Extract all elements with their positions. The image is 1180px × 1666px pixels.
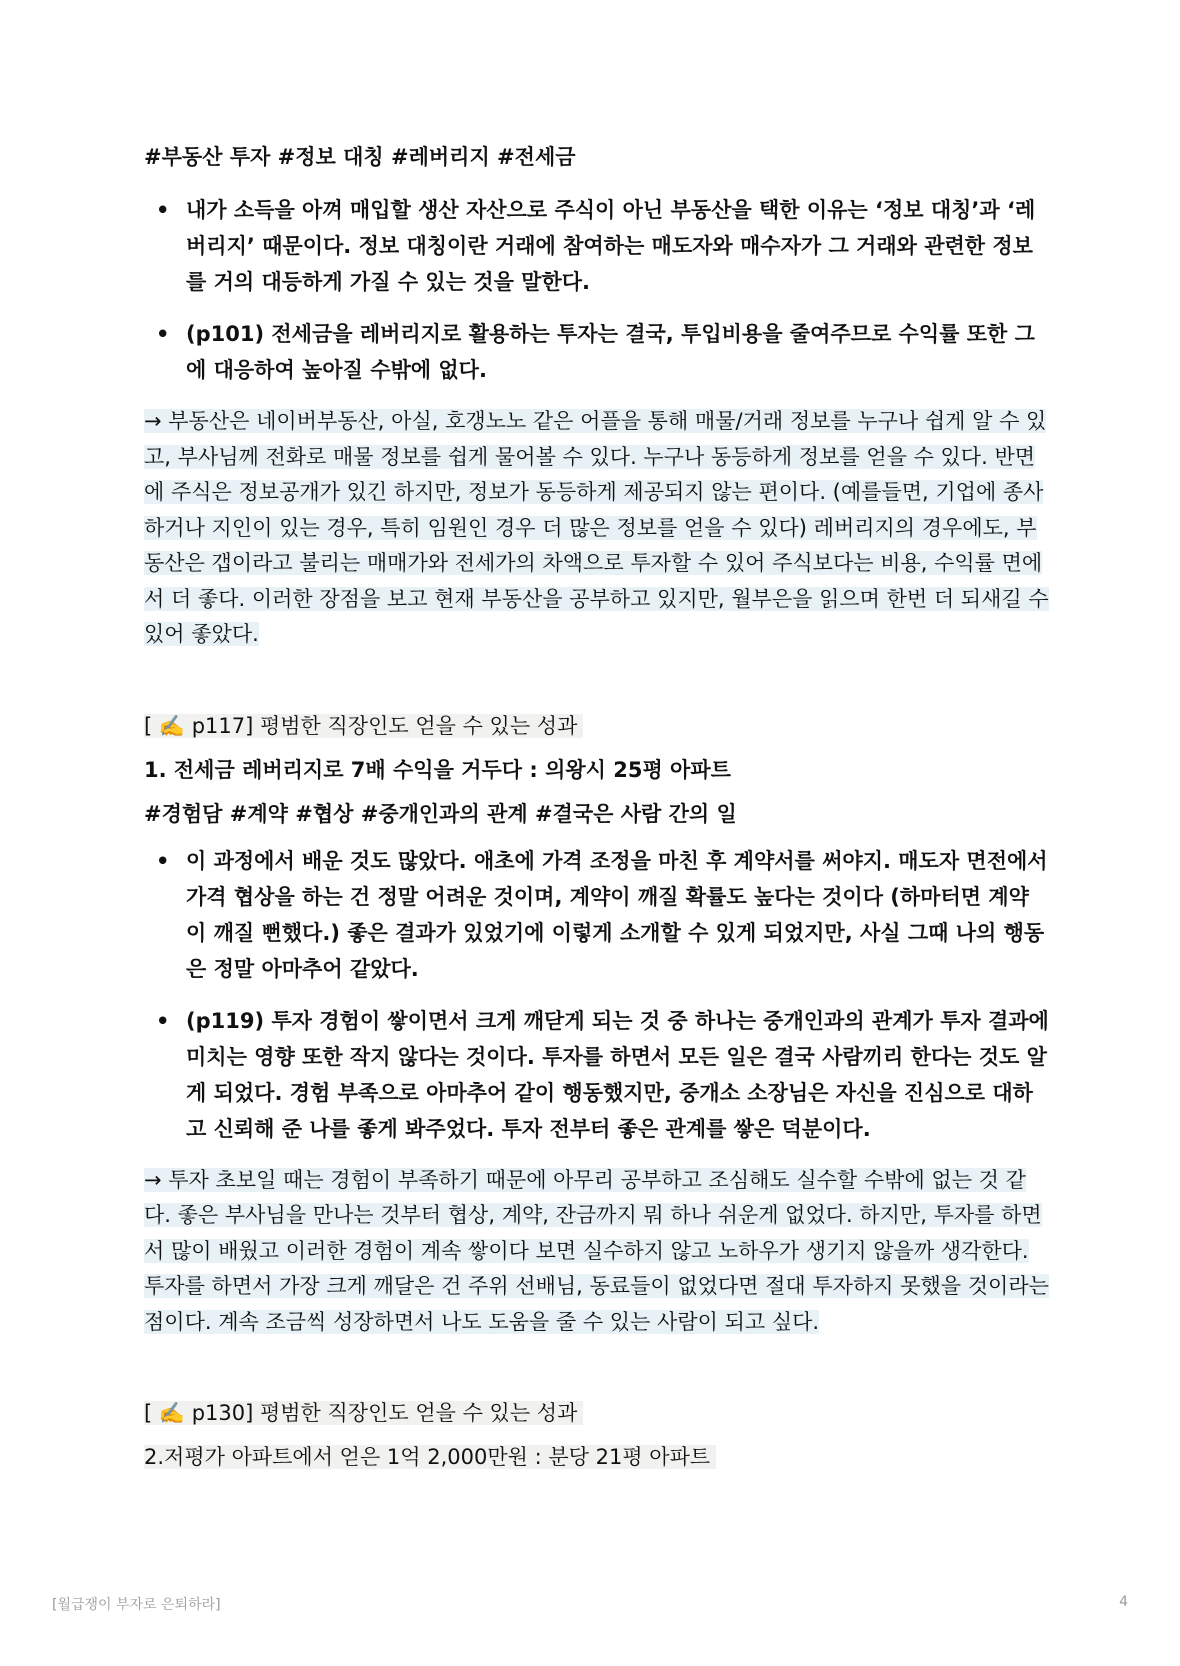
reflection-text: → 부동산은 네이버부동산, 아실, 호갱노노 같은 어플을 통해 매물/거래 정보를 누구나 쉽게 알 수 있고, 부사님께 전화로 매물 정보를 쉽게 물어볼 수 있다. 누구나 동등하게 정보를 얻을 수 있다. 반면에 주식은 정보공개가 있긴 하지만, 정보가 동등하게 제공되지 않는 편이다. (예를들면, 기업에 종사하거나 지인이 있는 경우, 특히 임원인 경우 더 많은 정보를 얻을 수 있다) 레버리지의 경우에도, 부동산은 갭이라고 불리는 매매가와 전세가의 차액으로 투자할 수 있어 주식보다는 비용, 수익률 면에서 더 좋다. 이러한 장점을 보고 현재 부동산을 공부하고 있지만, 월부은을 읽으며 한번 더 되새길 수 있어 좋았다. xyxy=(144,409,1049,646)
list-item: • 내가 소득을 아껴 매입할 생산 자산으로 주식이 아닌 부동산을 택한 이유는 ‘정보 대칭’과 ‘레버리지’ 때문이다. 정보 대칭이란 거래에 참여하는 매도자와 매수자가 그 거래와 관련한 정보를 거의 대등하게 가질 수 있는 것을 말한다. xyxy=(186,192,1049,300)
footer-page-number: 4 xyxy=(1119,1594,1128,1610)
document-body xyxy=(144,140,1049,1474)
page-reference xyxy=(144,709,1049,743)
footer-book-title: [월급쟁이 부자로 은퇴하라] xyxy=(52,1597,221,1613)
page-reference-text: [ ✍️ p117] 평범한 직장인도 얻을 수 있는 성과 xyxy=(144,714,583,738)
list-item: • (p119) 투자 경험이 쌓이면서 크게 깨닫게 되는 것 중 하나는 중개인과의 관계가 투자 결과에 미치는 영향 또한 작지 않다는 것이다. 투자를 하면서 모든 일은 결국 사람끼리 한다는 것도 알게 되었다. 경험 부족으로 아마추어 같이 행동했지만, 중개소 소장님은 자신을 진심으로 대하고 신뢰해 준 나를 좋게 봐주었다. 투자 전부터 좋은 관계를 쌓은 덕분이다. xyxy=(186,1003,1049,1147)
reflection-note xyxy=(144,404,1049,653)
page-reference xyxy=(144,1396,1049,1430)
reflection-note xyxy=(144,1163,1049,1341)
list-item: • 이 과정에서 배운 것도 많았다. 애초에 가격 조정을 마친 후 계약서를 써야지. 매도자 면전에서 가격 협상을 하는 건 정말 어려운 것이며, 계약이 깨질 확률도 높다는 것이다 (하마터면 계약이 깨질 뻔했다.) 좋은 결과가 있었기에 이렇게 소개할 수 있게 되었지만, 사실 그때 나의 행동은 정말 아마추어 같았다. xyxy=(186,843,1049,987)
tag-line: #부동산 투자 #정보 대칭 #레버리지 #전세금 xyxy=(144,145,576,169)
section-heading-text: 2.저평가 아파트에서 얻은 1억 2,000만원 : 분당 21평 아파트 xyxy=(144,1445,716,1469)
quote-list xyxy=(144,192,1049,388)
page-reference-text: [ ✍️ p130] 평범한 직장인도 얻을 수 있는 성과 xyxy=(144,1401,583,1425)
quote-list xyxy=(144,843,1049,1147)
section-heading: 1. 전세금 레버리지로 7배 수익을 거두다 : 의왕시 25평 아파트 xyxy=(144,757,731,782)
list-item: • (p101) 전세금을 레버리지로 활용하는 투자는 결국, 투입비용을 줄여주므로 수익률 또한 그에 대응하여 높아질 수밖에 없다. xyxy=(186,316,1049,388)
tag-line: #경험담 #계약 #협상 #중개인과의 관계 #결국은 사람 간의 일 xyxy=(144,801,737,826)
section-heading xyxy=(144,1440,1049,1474)
reflection-text: → 투자 초보일 때는 경험이 부족하기 때문에 아무리 공부하고 조심해도 실수할 수밖에 없는 것 같다. 좋은 부사님을 만나는 것부터 협상, 계약, 잔금까지 뭐 하나 쉬운게 없었다. 하지만, 투자를 하면서 많이 배웠고 이러한 경험이 계속 쌓이다 보면 실수하지 않고 노하우가 생기지 않을까 생각한다. 투자를 하면서 가장 크게 깨달은 건 주위 선배님, 동료들이 없었다면 절대 투자하지 못했을 것이라는 점이다. 계속 조금씩 성장하면서 나도 도움을 줄 수 있는 사람이 되고 싶다. xyxy=(144,1167,1049,1334)
